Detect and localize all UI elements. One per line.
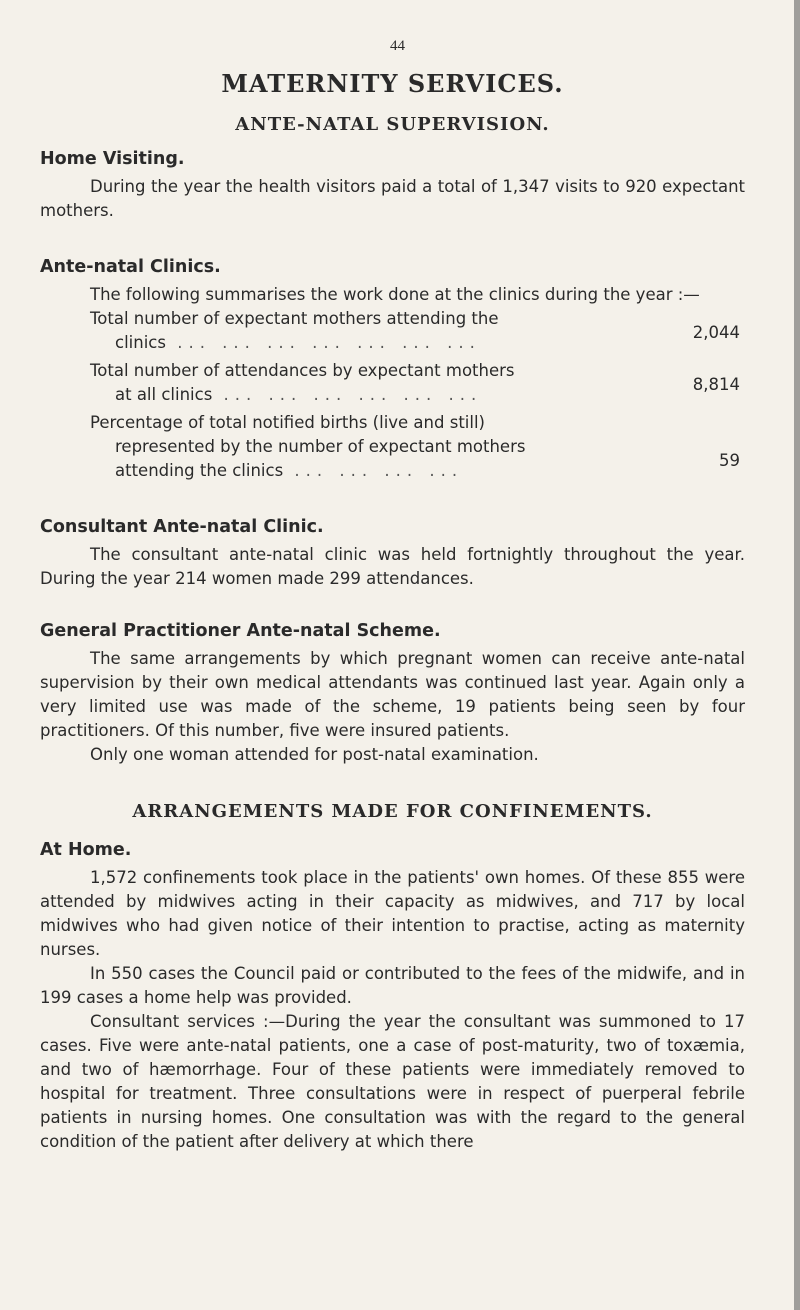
stat-row-attendances — [40, 359, 745, 407]
stat-label-line: represented by the number of expectant mothers — [115, 437, 526, 456]
confinements-heading: ARRANGEMENTS MADE FOR CONFINEMENTS. — [132, 801, 653, 822]
home-visiting-section — [40, 149, 745, 223]
gp-scheme-text: The same arrangements by which pregnant women can receive ante-natal supervision by their own medical attendants was continued last year. Again only a very limited use was made of the scheme, 19 patients being seen by four practitioners. Of this number, five were insured patients. — [40, 649, 745, 740]
section-subtitle: ANTE-NATAL SUPERVISION. — [235, 114, 550, 135]
consultant-clinic-text: The consultant ante-natal clinic was held fortnightly throughout the year. During the year 214 women made 299 attendances. — [40, 545, 745, 588]
stat-row-mothers — [40, 307, 745, 355]
home-visiting-text: During the year the health visitors paid a total of 1,347 visits to 920 expectant mothers. — [40, 177, 745, 220]
confinements-text-1: 1,572 confinements took place in the patients' own homes. Of these 855 were attended by midwives acting in their capacity as midwives, and 717 by local midwives who had given notice of their intention to practise, acting as maternity nurses. — [40, 868, 745, 959]
confinements-section — [40, 801, 745, 1154]
leader-dots: ... ... ... ... ... ... ... — [165, 333, 481, 352]
antenatal-clinics-heading: Ante-natal Clinics. — [40, 257, 221, 277]
confinements-text-2: In 550 cases the Council paid or contributed to the fees of the midwife, and in 199 cases a home help was provided. — [40, 964, 745, 1007]
gp-scheme-text-2: Only one woman attended for post-natal examination. — [90, 745, 539, 764]
clinic-stats-list — [40, 307, 745, 483]
home-visiting-heading: Home Visiting. — [40, 149, 185, 169]
page-edge — [794, 0, 800, 1310]
page-title: MATERNITY SERVICES. — [221, 69, 564, 98]
at-home-heading: At Home. — [40, 840, 132, 860]
stat-label-line: at all clinics — [115, 385, 213, 404]
stat-label-line: Total number of expectant mothers attending the — [90, 309, 499, 328]
leader-dots: ... ... ... ... ... ... — [212, 385, 483, 404]
antenatal-clinics-intro: The following summarises the work done at the clinics during the year :— — [90, 285, 700, 304]
stat-label-line: attending the clinics — [115, 461, 284, 480]
stat-label-line: Total number of attendances by expectant mothers — [90, 361, 515, 380]
stat-value: 8,814 — [692, 375, 740, 394]
confinements-text-3: Consultant services :—During the year the consultant was summoned to 17 cases. Five were ante-natal patients, one a case of post-maturity, two of toxæmia, and two of hæmorrhage. Four of these patients were immediately removed to hospital for treatment. Three consultations were in respect of puerperal febrile patients in nursing homes. One consultation was with the regard to the general condition of the patient after delivery at which there — [40, 1012, 745, 1151]
leader-dots: ... ... ... ... — [283, 461, 464, 480]
stat-label-line: Percentage of total notified births (live and still) — [90, 413, 485, 432]
consultant-clinic-section — [40, 517, 745, 591]
stat-row-percentage — [40, 411, 745, 483]
gp-scheme-heading: General Practitioner Ante-natal Scheme. — [40, 621, 441, 641]
stat-label-line: clinics — [115, 333, 166, 352]
consultant-clinic-heading: Consultant Ante-natal Clinic. — [40, 517, 324, 537]
page-number: 44 — [390, 38, 405, 54]
stat-value: 2,044 — [692, 323, 740, 342]
gp-scheme-section — [40, 621, 745, 767]
antenatal-clinics-section — [40, 257, 745, 483]
stat-value: 59 — [719, 451, 740, 470]
